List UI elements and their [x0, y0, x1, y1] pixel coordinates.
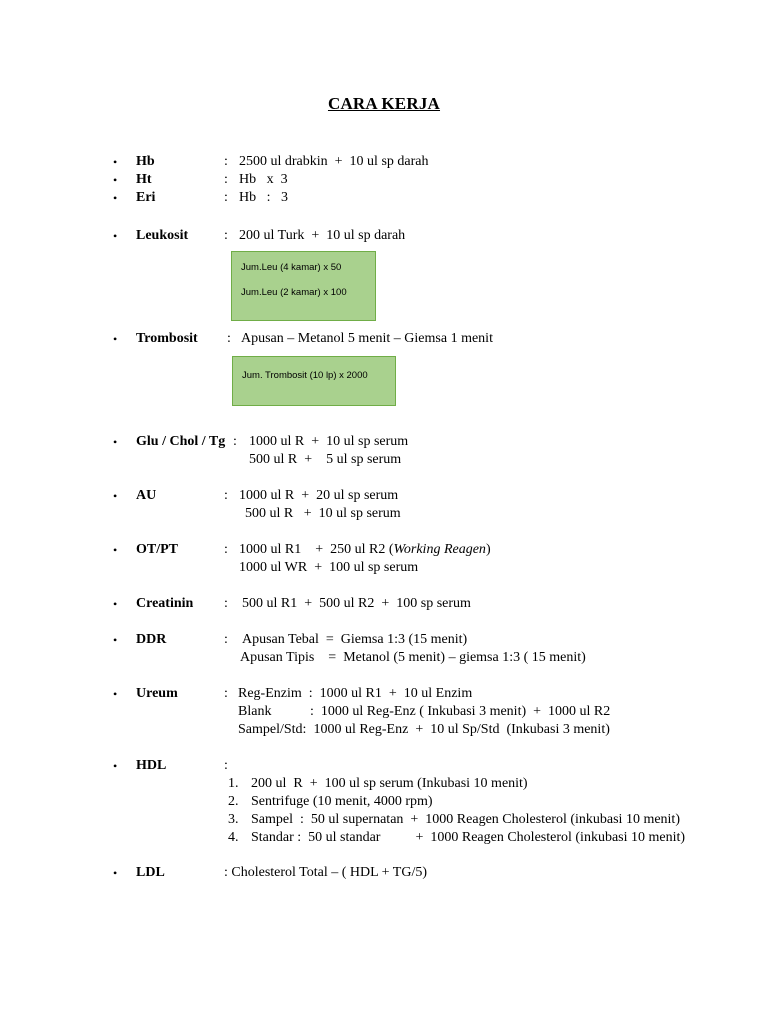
item-label-leukosit: Leukosit [136, 228, 189, 243]
hdl-step-text: Sentrifuge (10 menit, 4000 rpm) [251, 794, 433, 809]
bullet: • [113, 687, 118, 701]
item-label-ldl: LDL [136, 865, 165, 880]
item-colon: : [224, 488, 228, 503]
item-text-ht: Hb x 3 [239, 172, 288, 187]
item-colon: : [224, 686, 228, 701]
hdl-step-number: 2. [228, 794, 239, 809]
bullet: • [113, 633, 118, 647]
item-label-au: AU [136, 488, 157, 503]
item-colon: : [224, 758, 228, 773]
otpt-italic-text: Working Reagen [393, 542, 486, 557]
page-title: CARA KERJA [327, 94, 441, 113]
bullet: • [113, 191, 118, 205]
hdl-step-number: 4. [228, 830, 239, 845]
item-label-ddr: DDR [136, 632, 167, 647]
bullet: • [113, 229, 118, 243]
bullet: • [113, 597, 118, 611]
item-colon: : [224, 228, 228, 243]
trombosit-formula-box [232, 356, 396, 406]
item-label-ht: Ht [136, 172, 152, 187]
item-text-ddr-2: Apusan Tipis = Metanol (5 menit) – giemsa 1:3 ( 15 menit) [240, 650, 586, 665]
item-colon: : [224, 190, 228, 205]
item-label-hdl: HDL [136, 758, 167, 773]
item-text-otpt-2: 1000 ul WR + 100 ul sp serum [239, 560, 419, 575]
item-colon: : [224, 542, 228, 557]
item-text-leukosit: 200 ul Turk + 10 ul sp darah [239, 228, 406, 243]
item-label-glu: Glu / Chol / Tg [136, 434, 226, 449]
hdl-step-number: 3. [228, 812, 239, 827]
bullet: • [113, 489, 118, 503]
item-label-eri: Eri [136, 190, 156, 205]
item-colon: : [224, 632, 228, 647]
item-colon: : [224, 596, 228, 611]
formula-line: Jum.Leu (4 kamar) x 50 [241, 262, 342, 273]
formula-line: Jum.Leu (2 kamar) x 100 [241, 287, 347, 298]
bullet: • [113, 173, 118, 187]
item-colon: : [233, 434, 237, 449]
hdl-step-text: Sampel : 50 ul supernatan + 1000 Reagen Cholesterol (inkubasi 10 menit) [251, 812, 680, 827]
item-label-trombosit: Trombosit [136, 331, 198, 346]
bullet: • [113, 435, 118, 449]
item-text-creatinin: 500 ul R1 + 500 ul R2 + 100 sp serum [242, 596, 471, 611]
formula-line: Jum. Trombosit (10 lp) x 2000 [242, 370, 368, 381]
item-text-glu-2: 500 ul R + 5 ul sp serum [249, 452, 402, 467]
item-text-eri: Hb : 3 [239, 190, 288, 205]
hdl-step-number: 1. [228, 776, 239, 791]
otpt-text-part: ) [485, 542, 491, 557]
item-label-ureum: Ureum [136, 686, 178, 701]
bullet: • [113, 155, 118, 169]
item-text-ureum-2: Blank : 1000 ul Reg-Enz ( Inkubasi 3 menit) + 1000 ul R2 [238, 704, 611, 719]
bullet: • [113, 866, 118, 880]
item-text-glu-1: 1000 ul R + 10 ul sp serum [249, 434, 409, 449]
bullet: • [113, 543, 118, 557]
item-colon: : [227, 331, 231, 346]
item-text-hb: 2500 ul drabkin + 10 ul sp darah [239, 154, 429, 169]
item-label-hb: Hb [136, 154, 155, 169]
item-text-trombosit: Apusan – Metanol 5 menit – Giemsa 1 menit [241, 331, 493, 346]
item-label-creatinin: Creatinin [136, 596, 194, 611]
item-text-ureum-1: Reg-Enzim : 1000 ul R1 + 10 ul Enzim [238, 686, 473, 701]
item-text-au-1: 1000 ul R + 20 ul sp serum [239, 488, 399, 503]
bullet: • [113, 332, 118, 346]
item-text-otpt-1 [239, 541, 491, 559]
hdl-step-text: Standar : 50 ul standar + 1000 Reagen Cholesterol (inkubasi 10 menit) [251, 830, 686, 845]
item-text-ureum-3: Sampel/Std: 1000 ul Reg-Enz + 10 ul Sp/Std (Inkubasi 3 menit) [238, 722, 610, 737]
bullet: • [113, 759, 118, 773]
otpt-text-part: 1000 ul R1 + 250 ul R2 ( [239, 542, 394, 557]
item-text-ldl: : Cholesterol Total – ( HDL + TG/5) [224, 865, 428, 880]
item-text-ddr-1: Apusan Tebal = Giemsa 1:3 (15 menit) [242, 632, 468, 647]
leukosit-formula-box [231, 251, 376, 321]
item-colon: : [224, 154, 228, 169]
item-label-otpt: OT/PT [136, 542, 179, 557]
hdl-step-text: 200 ul R + 100 ul sp serum (Inkubasi 10 menit) [251, 776, 528, 791]
item-text-au-2: 500 ul R + 10 ul sp serum [245, 506, 401, 521]
item-colon: : [224, 172, 228, 187]
